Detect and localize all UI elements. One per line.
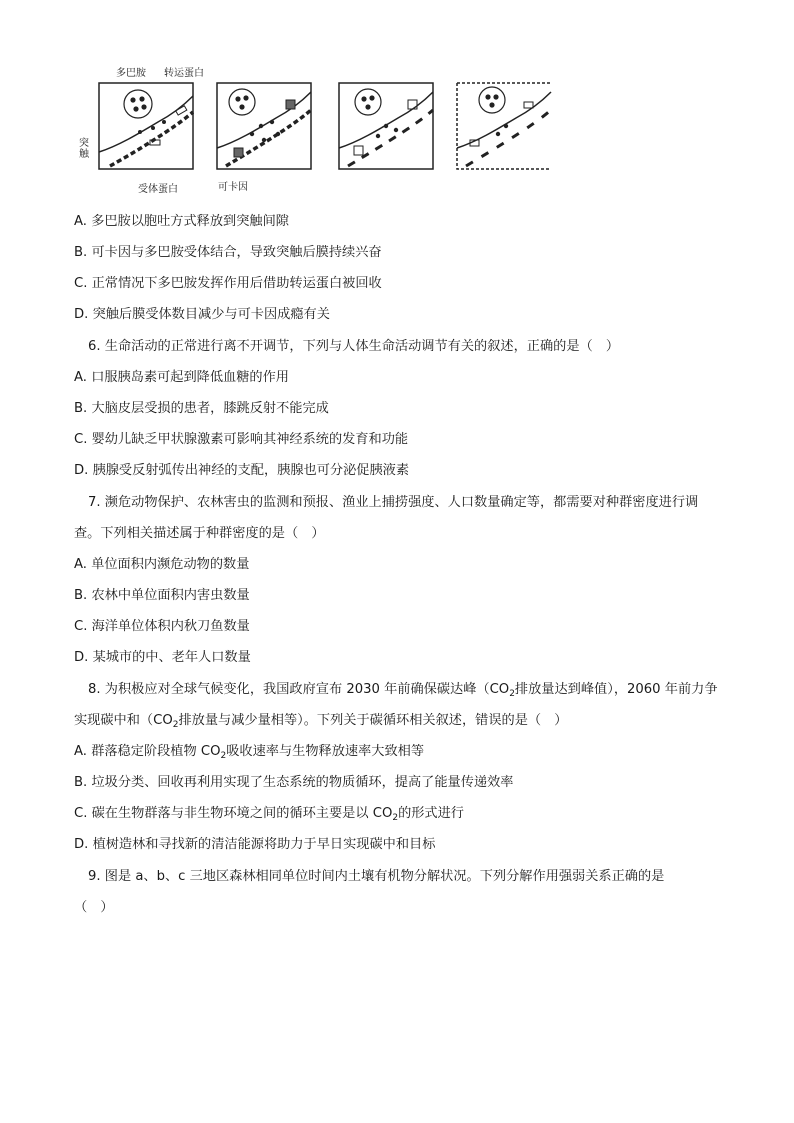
q7-stem-line2: 查。下列相关描述属于种群密度的是（ ） <box>74 526 325 541</box>
label-transporter: 转运蛋白 <box>164 68 204 79</box>
q9-stem-line2: （ ） <box>74 900 114 915</box>
q6-stem: 6. 生命活动的正常进行离不开调节，下列与人体生命活动调节有关的叙述，正确的是（ ） <box>88 339 620 354</box>
q5-option-b: B. 可卡因与多巴胺受体结合，导致突触后膜持续兴奋 <box>74 245 382 260</box>
q5-option-d: D. 突触后膜受体数目减少与可卡因成瘾有关 <box>74 307 330 322</box>
label-synapse: 突触 <box>79 138 89 160</box>
q8-option-c: C. 碳在生物群落与非生物环境之间的循环主要是以 $CO_2$的形式进行 <box>74 806 464 823</box>
q8-option-b: B. 垃圾分类、回收再利用实现了生态系统的物质循环，提高了能量传递效率 <box>74 775 514 790</box>
synapse-panel-cocaine <box>216 82 312 170</box>
q6-option-c: C. 婴幼儿缺乏甲状腺激素可影响其神经系统的发育和功能 <box>74 432 409 447</box>
label-receptor: 受体蛋白 <box>138 184 178 195</box>
q8-option-d: D. 植树造林和寻找新的清洁能源将助力于早日实现碳中和目标 <box>74 837 436 852</box>
label-dopamine: 多巴胺 <box>116 68 146 79</box>
label-cocaine: 可卡因 <box>218 182 248 193</box>
q6-option-d: D. 胰腺受反射弧传出神经的支配，胰腺也可分泌促胰液素 <box>74 463 410 478</box>
q9-stem-line1: 9. 图是 a、b、c 三地区森林相同单位时间内土壤有机物分解状况。下列分解作用强弱关系正确的是 <box>88 869 665 884</box>
q8-stem-line2: 实现碳中和（$CO_2$排放量与减少量相等）。下列关于碳循环相关叙述，错误的是（ ） <box>74 713 568 730</box>
q7-option-c: C. 海洋单位体积内秋刀鱼数量 <box>74 619 250 634</box>
q7-option-d: D. 某城市的中、老年人口数量 <box>74 650 251 665</box>
synapse-panel-normal <box>98 82 194 170</box>
q8-option-a: A. 群落稳定阶段植物 $CO_2$吸收速率与生物释放速率大致相等 <box>74 744 425 761</box>
q6-option-b: B. 大脑皮层受损的患者，膝跳反射不能完成 <box>74 401 329 416</box>
q7-option-b: B. 农林中单位面积内害虫数量 <box>74 588 250 603</box>
synapse-panel-reduced-receptors <box>338 82 434 170</box>
q6-option-a: A. 口服胰岛素可起到降低血糖的作用 <box>74 370 289 385</box>
q7-stem-line1: 7. 濒危动物保护、农林害虫的监测和预报、渔业上捕捞强度、人口数量确定等，都需要对种群密度进行调 <box>88 495 699 510</box>
synapse-panel-withdrawal <box>456 82 552 170</box>
q5-option-a: A. 多巴胺以胞吐方式释放到突触间隙 <box>74 214 289 229</box>
q8-stem-line1: 8. 为积极应对全球气候变化，我国政府宣布 2030 年前确保碳达峰（$CO_2$排放量达到峰值），2060 年前力争 <box>88 682 718 699</box>
q7-option-a: A. 单位面积内濒危动物的数量 <box>74 557 250 572</box>
synapse-figure <box>76 62 556 202</box>
q5-option-c: C. 正常情况下多巴胺发挥作用后借助转运蛋白被回收 <box>74 276 382 291</box>
